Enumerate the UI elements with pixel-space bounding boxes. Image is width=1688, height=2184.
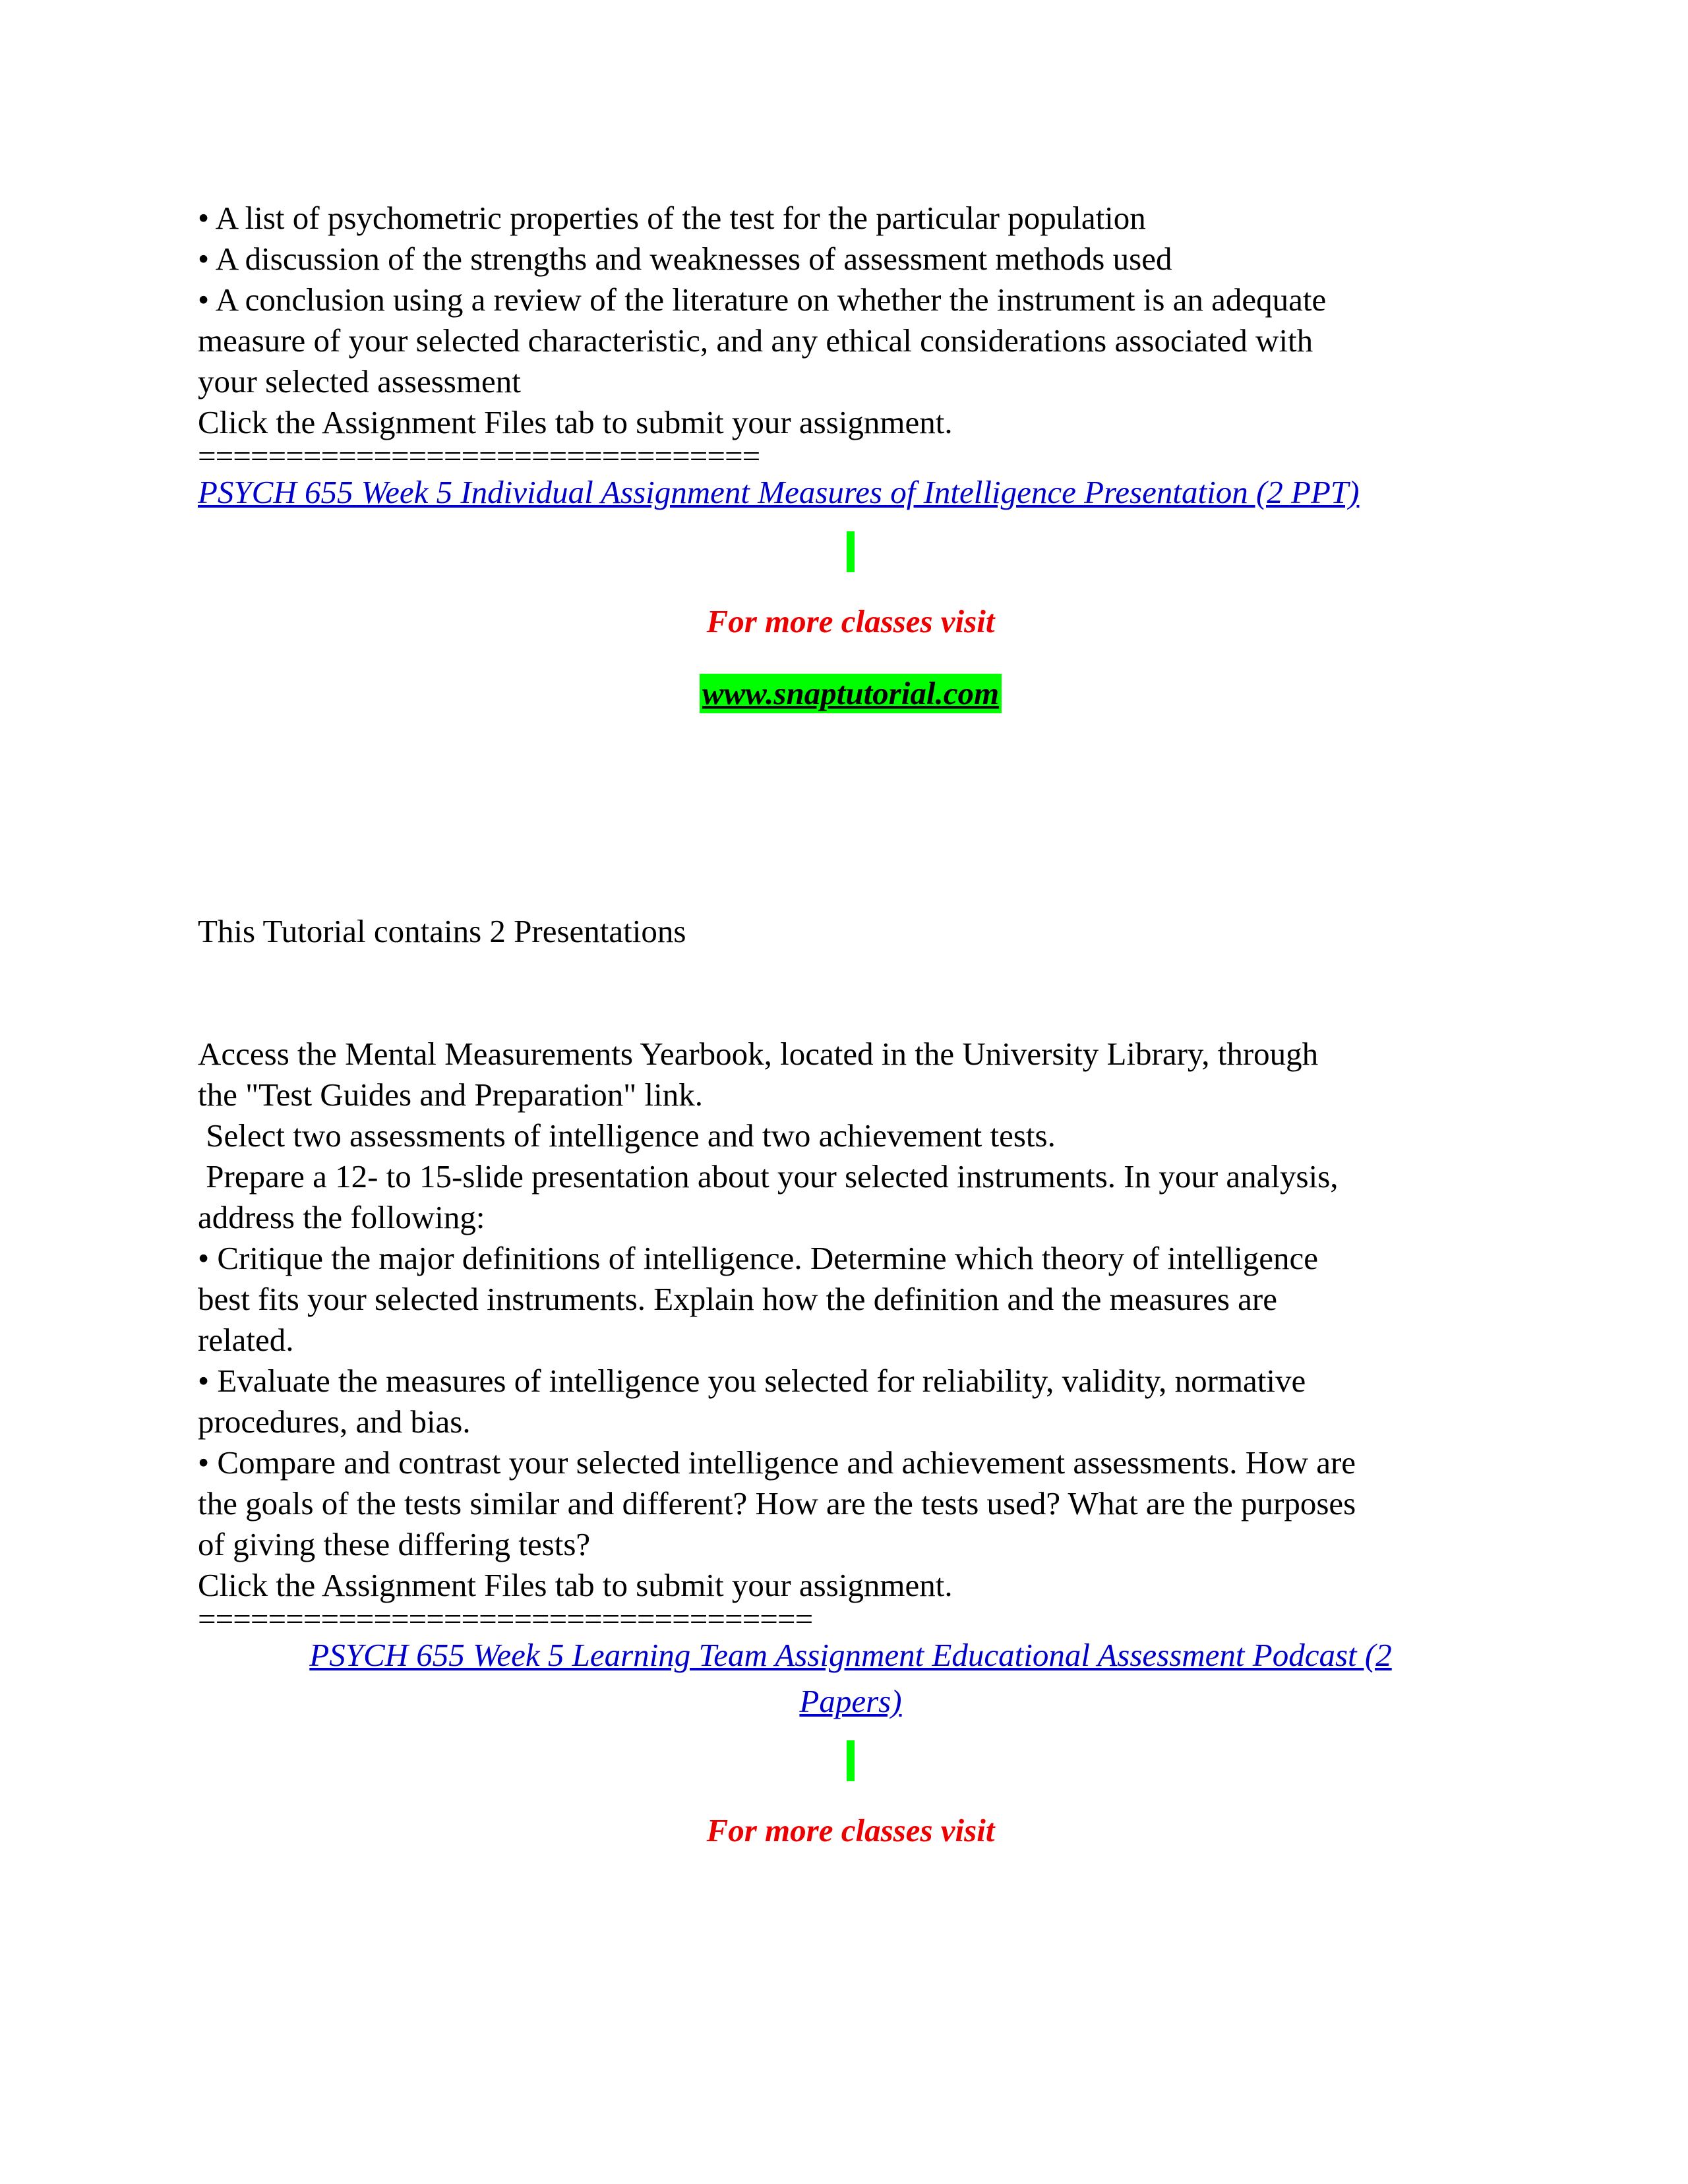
visit-text: For more classes visit: [706, 603, 995, 639]
document-page: [198, 198, 1503, 1851]
bullet-strengths: • A discussion of the strengths and weaknesses of assessment methods used: [198, 241, 1172, 277]
site-link[interactable]: www.snaptutorial.com: [700, 674, 1002, 713]
section-1-text: [198, 198, 1503, 469]
marker-bar: [198, 531, 1503, 577]
product-link-team-assignment-line1[interactable]: PSYCH 655 Week 5 Learning Team Assignment Educational Assessment Podcast (2: [309, 1637, 1392, 1673]
bullet-compare: • Compare and contrast your selected intelligence and achievement assessments. How are: [198, 1444, 1356, 1481]
spacer: [198, 952, 1503, 1034]
text-line: Access the Mental Measurements Yearbook, located in the University Library, through: [198, 1036, 1319, 1072]
green-marker-icon: [847, 1740, 855, 1781]
product-link-team-assignment-wrap: [198, 1632, 1503, 1725]
text-line: address the following:: [198, 1199, 485, 1235]
text-line: Select two assessments of intelligence and two achievement tests.: [198, 1117, 1056, 1154]
site-link-wrap: [198, 674, 1503, 713]
marker-bar: [198, 1740, 1503, 1786]
text-line: procedures, and bias.: [198, 1403, 471, 1440]
spacer: [198, 713, 1503, 911]
visit-text: For more classes visit: [706, 1812, 995, 1848]
text-line: Prepare a 12- to 15-slide presentation about your selected instruments. In your analysis,: [198, 1158, 1339, 1195]
bullet-conclusion: • A conclusion using a review of the literature on whether the instrument is an adequate: [198, 281, 1327, 318]
product-link-individual-assignment[interactable]: PSYCH 655 Week 5 Individual Assignment Measures of Intelligence Presentation (2 PPT): [198, 474, 1360, 510]
green-marker-icon: [847, 531, 855, 572]
section-2-text: [198, 1034, 1503, 1632]
separator-line: ================================: [198, 443, 760, 469]
tutorial-intro: This Tutorial contains 2 Presentations: [198, 913, 686, 949]
text-line: the "Test Guides and Preparation" link.: [198, 1077, 703, 1113]
bullet-critique: • Critique the major definitions of intelligence. Determine which theory of intelligence: [198, 1240, 1318, 1276]
product-link-team-assignment-line2[interactable]: Papers): [799, 1683, 902, 1719]
text-line: best fits your selected instruments. Explain how the definition and the measures are: [198, 1281, 1277, 1317]
submit-instruction: Click the Assignment Files tab to submit your assignment.: [198, 404, 953, 440]
text-line: your selected assessment: [198, 363, 521, 399]
bullet-psychometric: • A list of psychometric properties of the test for the particular population: [198, 200, 1146, 236]
text-line: the goals of the tests similar and different? How are the tests used? What are the purposes: [198, 1485, 1356, 1521]
text-line: measure of your selected characteristic, and any ethical considerations associated with: [198, 322, 1313, 359]
text-line: related.: [198, 1322, 294, 1358]
bullet-evaluate: • Evaluate the measures of intelligence you selected for reliability, validity, normative: [198, 1363, 1306, 1399]
submit-instruction: Click the Assignment Files tab to submit your assignment.: [198, 1567, 953, 1603]
separator-line: ===================================: [198, 1606, 813, 1632]
text-line: of giving these differing tests?: [198, 1526, 591, 1562]
